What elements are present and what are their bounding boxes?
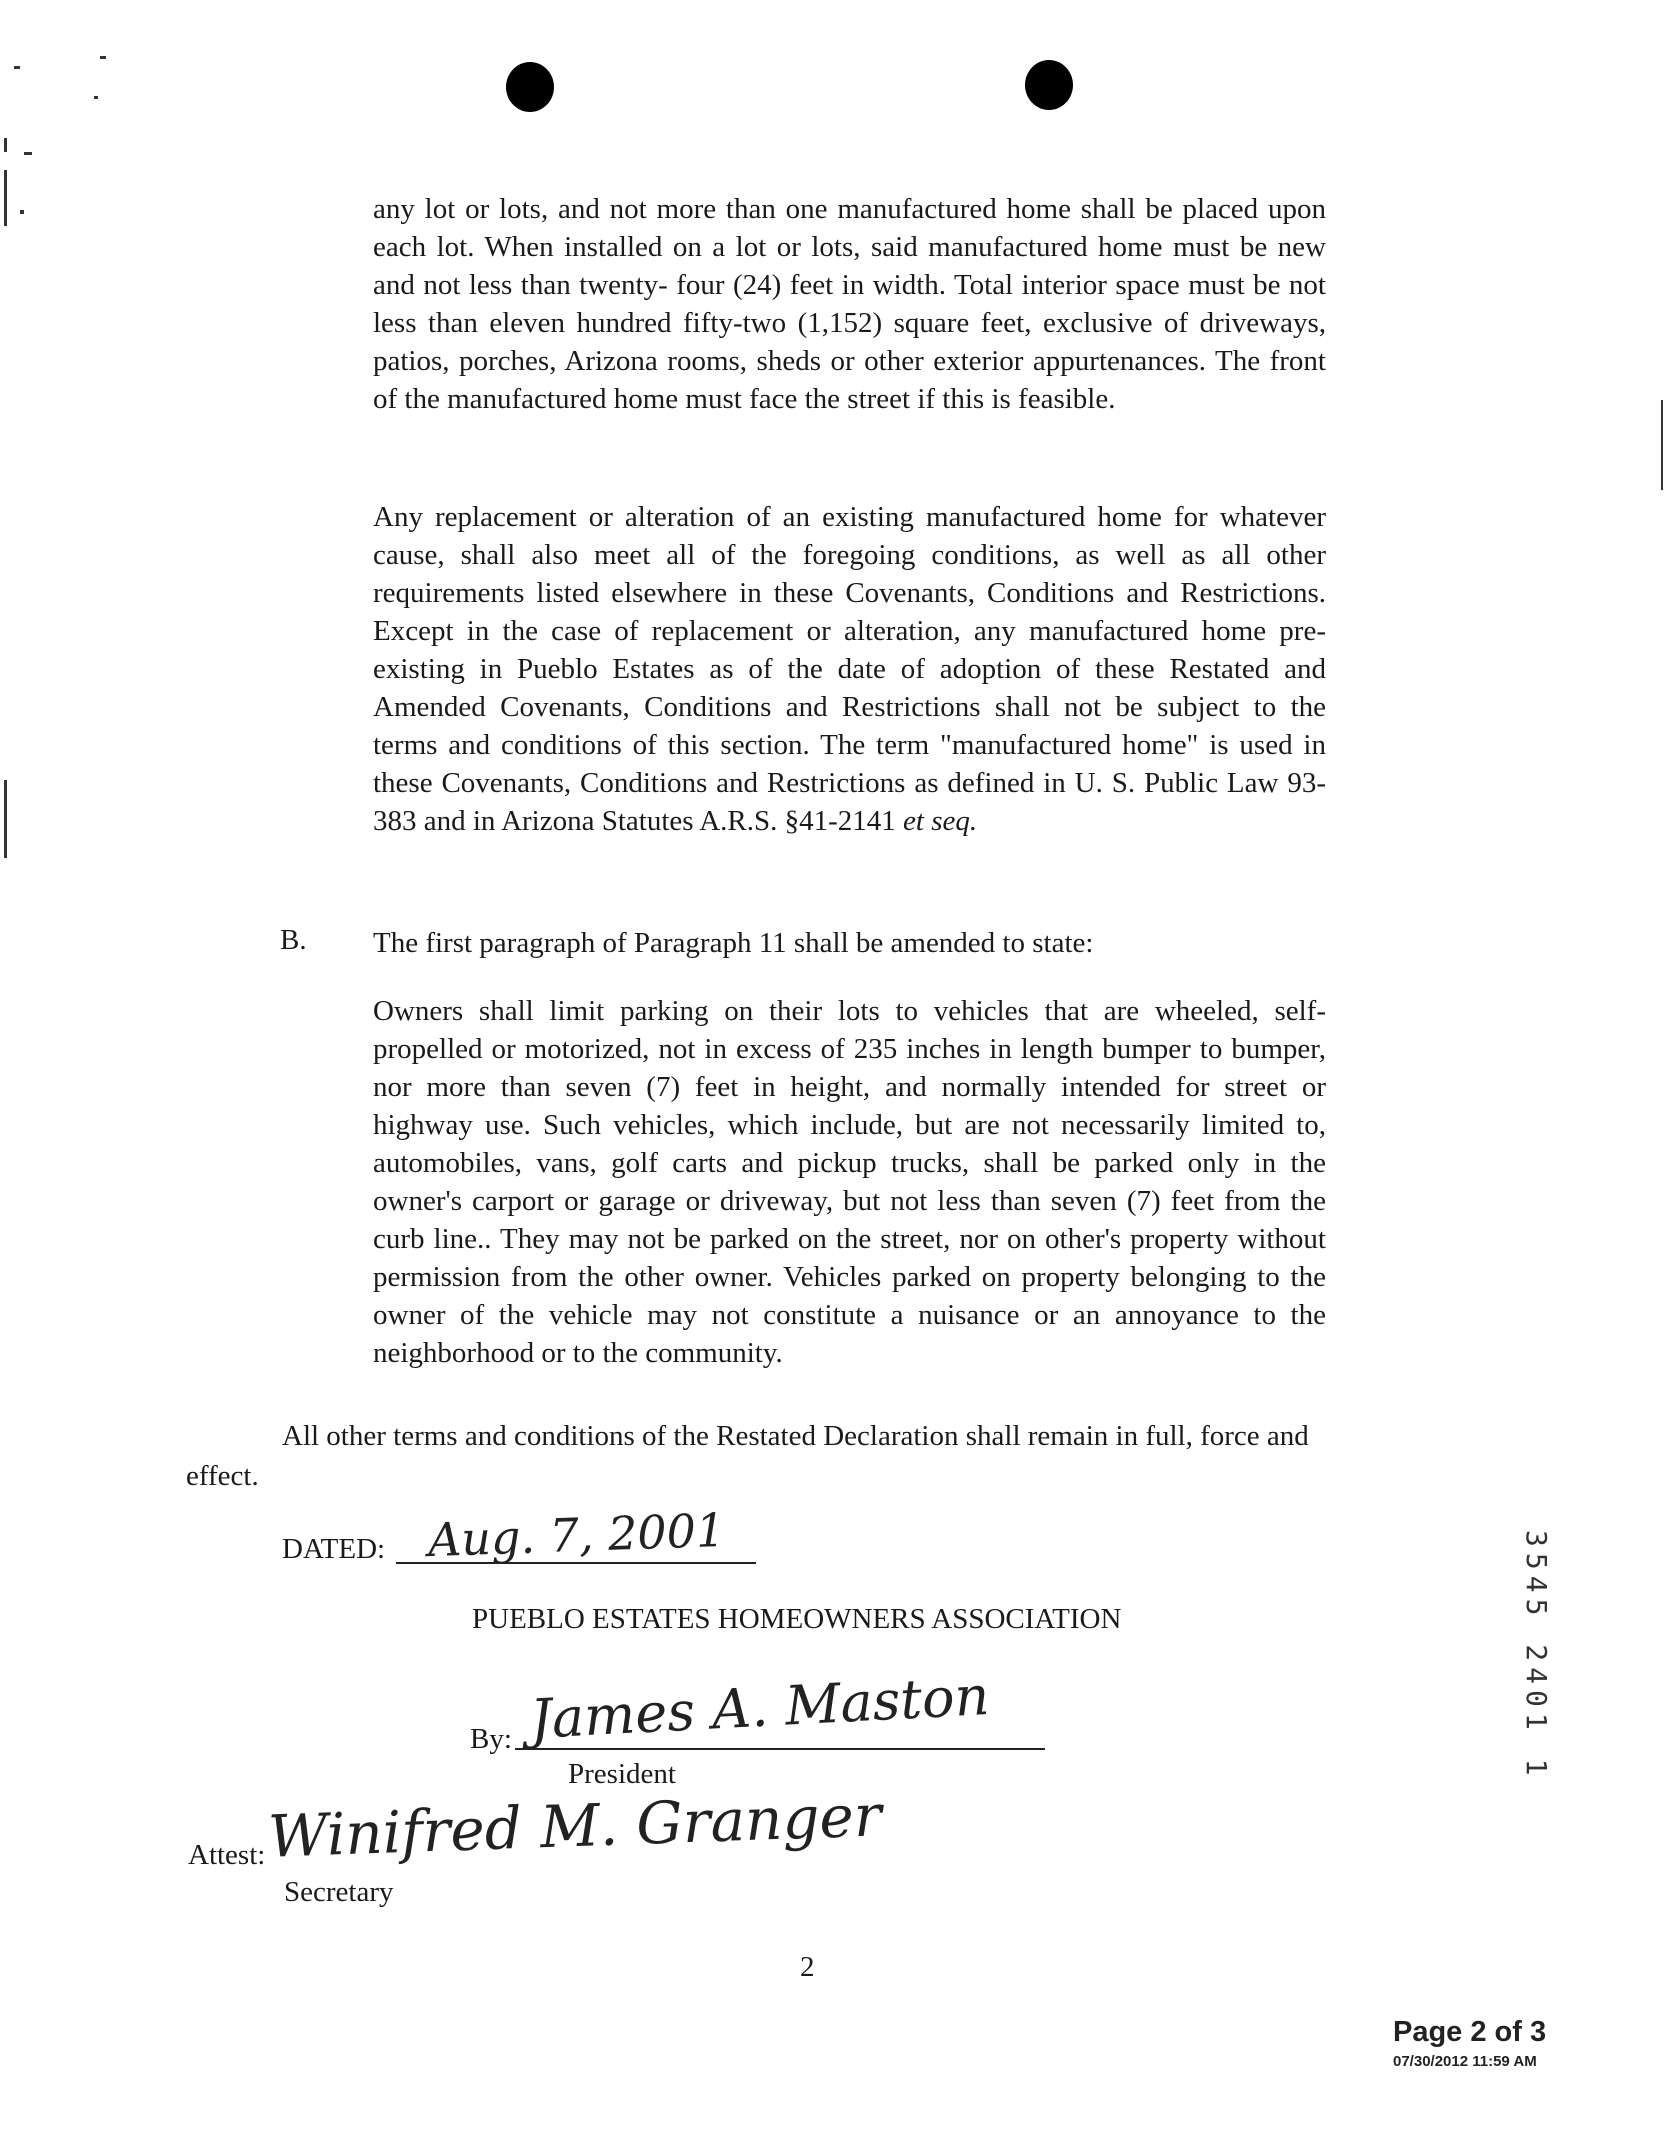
scan-mark [4,780,7,858]
scan-mark [20,210,24,214]
secretary-title: Secretary [284,1876,394,1908]
president-signature-line [515,1748,1045,1750]
paragraph-manufactured-home-lot: any lot or lots, and not more than one manufactured home shall be placed upon each lot. When installed on a lot or lots, said manufactured home must be new and not less than twenty- four (24) feet in width. Total interior space must be not less than eleven hundred fifty-two (1,152) square feet, exclusive of driveways, patios, porches, Arizona rooms, sheds or other exterior appurtenances. The front of the manufactured home must face the street if this is feasible. [373,193,1326,415]
section-b-label: B. [280,924,307,956]
association-name: PUEBLO ESTATES HOMEOWNERS ASSOCIATION [472,1603,1122,1635]
scan-mark [1661,400,1663,490]
et-seq-italic: et seq. [903,805,978,837]
president-signature: James A. Maston [528,1664,991,1751]
dated-handwritten: Aug. 7, 2001 [427,1502,726,1568]
closing-statement-line2: effect. [186,1460,259,1492]
president-title: President [568,1758,676,1790]
punch-hole-left [506,62,554,112]
secretary-signature: Winifred M. Granger [267,1781,883,1871]
recording-number-vertical: 3545 2401 1 [1520,1530,1553,1782]
scan-mark [94,96,98,99]
by-label: By: [470,1723,512,1755]
paragraph-replacement-text: Any replacement or alteration of an existing manufactured home for whatever cause, shall also meet all of the foregoing conditions, as well as all other requirements listed elsewhere in these Covenants, Conditions and Restrictions. Except in the case of replacement or alteration, any manufactured home pre-existing in Pueblo Estates as of the date of adoption of these Restated and Amended Covenants, Conditions and Restrictions shall not be subject to the terms and conditions of this section. The term "manufactured home" is used in these Covenants, Conditions and Restrictions as defined in U. S. Public Law 93-383 and in Arizona Statutes A.R.S. §41-2141 [373,501,1326,837]
scan-mark [24,152,32,155]
attest-label: Attest: [188,1839,266,1871]
section-b-heading: The first paragraph of Paragraph 11 shall be amended to state: [373,927,1094,959]
paragraph-replacement-alteration [373,498,1326,840]
recording-timestamp: 07/30/2012 11:59 AM [1393,2053,1537,2070]
dated-label: DATED: [282,1533,386,1565]
closing-statement-line1: All other terms and conditions of the Restated Declaration shall remain in full, force and [282,1420,1309,1452]
punch-hole-right [1025,60,1073,110]
scan-mark [100,56,106,59]
page-number: 2 [800,1951,815,1983]
scan-mark [4,138,7,152]
page-of-total: Page 2 of 3 [1393,2016,1547,2048]
scan-mark [14,66,20,69]
paragraph-parking-rules: Owners shall limit parking on their lots to vehicles that are wheeled, self-propelled or motorized, not in excess of 235 inches in length bumper to bumper, nor more than seven (7) feet in height, and normally intended for street or highway use. Such vehicles, which include, but are not necessarily limited to, automobiles, vans, golf carts and pickup trucks, shall be parked only in the owner's carport or garage or driveway, but not less than seven (7) feet from the curb line.. They may not be parked on the street, nor on other's property without permission from the other owner. Vehicles parked on property belonging to the owner of the vehicle may not constitute a nuisance or an annoyance to the neighborhood or to the community. [373,995,1326,1369]
scan-mark [4,170,7,226]
